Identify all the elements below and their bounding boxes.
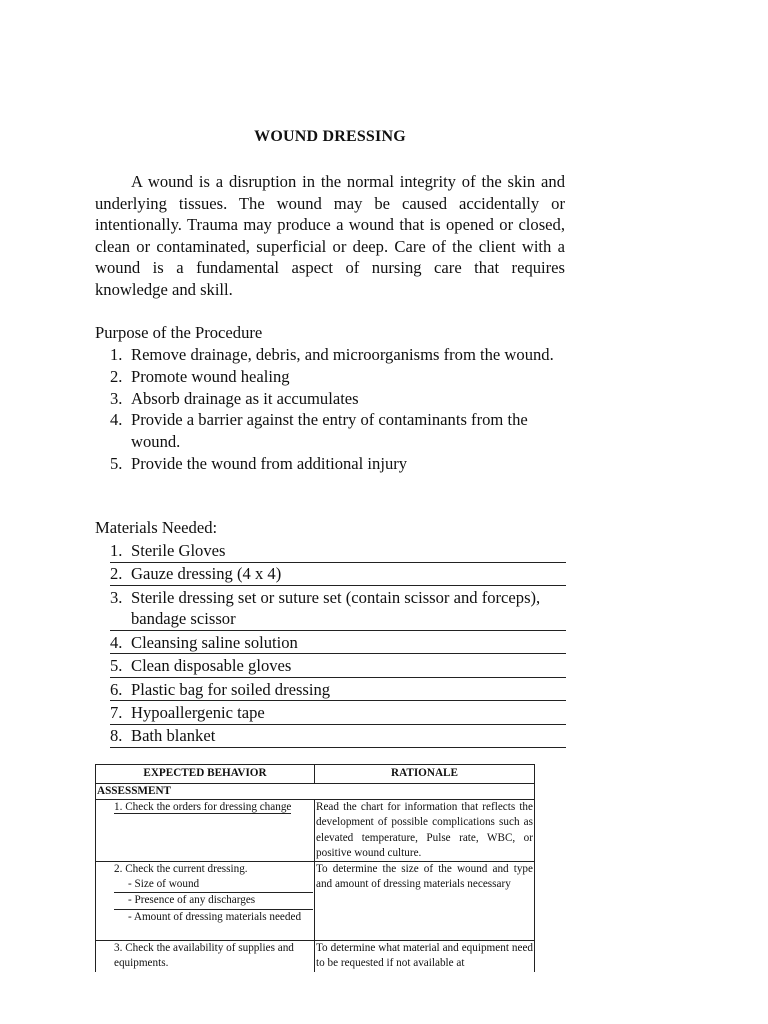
- behavior-cell: 3. Check the availability of supplies and equipments.: [96, 941, 315, 972]
- column-header-behavior: EXPECTED BEHAVIOR: [96, 765, 315, 784]
- behavior-text: 1. Check the orders for dressing change: [114, 801, 292, 814]
- column-header-rationale: RATIONALE: [315, 765, 535, 784]
- table-section-row: [96, 784, 535, 800]
- list-item: 3. Absorb drainage as it accumulates: [110, 388, 359, 408]
- rationale-cell: To determine what material and equipment need to be requested if not available at: [315, 941, 535, 972]
- list-item: 3. Sterile dressing set or suture set (contain scissor and forceps), bandage scissor: [110, 587, 566, 631]
- list-item: 6. Plastic bag for soiled dressing: [110, 679, 566, 702]
- list-item: 1. Sterile Gloves: [110, 540, 566, 563]
- list-item: 1. Remove drainage, debris, and microorganisms from the wound.: [110, 345, 554, 364]
- list-item: 4. Cleansing saline solution: [110, 632, 566, 655]
- table-row: [96, 862, 535, 941]
- rationale-cell: Read the chart for information that reflects the development of possible complications such as elevated temperature, Pulse rate, WBC, or positive wound culture.: [315, 800, 535, 862]
- behavior-subitem: - Amount of dressing materials needed: [128, 910, 302, 923]
- intro-paragraph: A wound is a disruption in the normal integrity of the skin and underlying tissues. The wound may be caused accidentally or intentionally. Trauma may produce a wound that is opened or closed, clean or contaminated, superficial or deep. Care of the client with a wound is a fundamental aspect of nursing care that requires knowledge and skill.: [95, 172, 565, 299]
- list-item: 2. Promote wound healing: [110, 366, 290, 386]
- behavior-subitem: - Presence of any discharges: [114, 893, 313, 909]
- document-title: WOUND DRESSING: [254, 128, 406, 145]
- list-item: 7. Hypoallergenic tape: [110, 702, 566, 725]
- materials-heading: Materials Needed:: [95, 518, 218, 537]
- purpose-heading: Purpose of the Procedure: [95, 323, 263, 342]
- behavior-text: 2. Check the current dressing.: [114, 863, 248, 876]
- list-item: 8. Bath blanket: [110, 725, 566, 748]
- rationale-cell: To determine the size of the wound and type and amount of dressing materials necessary: [315, 862, 535, 941]
- list-item: 2. Gauze dressing (4 x 4): [110, 563, 566, 586]
- list-item: 4. Provide a barrier against the entry of contaminants from the wound.: [110, 410, 528, 452]
- procedure-table: [95, 764, 535, 972]
- behavior-subitem: - Size of wound: [114, 877, 313, 893]
- section-label: ASSESSMENT: [96, 784, 535, 800]
- behavior-cell: [96, 800, 315, 862]
- table-header-row: [96, 765, 535, 784]
- table-row: [96, 941, 535, 972]
- behavior-cell: [96, 862, 315, 941]
- list-item: 5. Provide the wound from additional injury: [110, 453, 408, 473]
- list-item: 5. Clean disposable gloves: [110, 655, 566, 678]
- table-row: [96, 800, 535, 862]
